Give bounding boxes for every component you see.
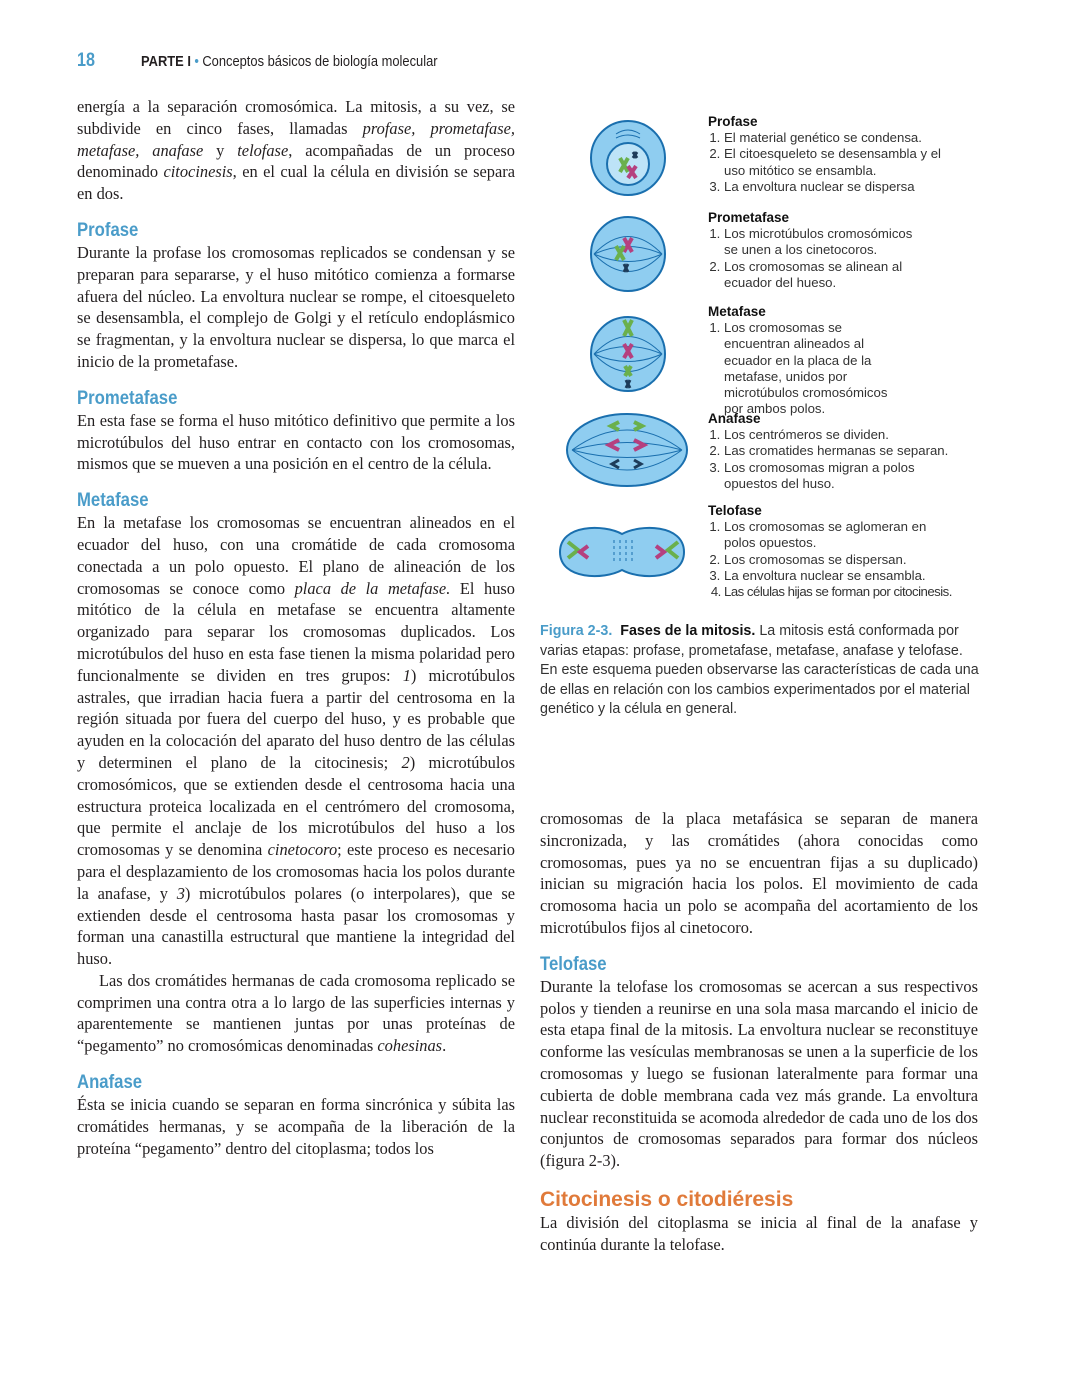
text-run: Durante la telofase los cromosomas se acercan a sus respectivos polos y tienden a reunirse en una sola masa marcando el inicio de esta etapa final de la mitosis. La envoltura nuclear se reconstituye conforme las vesículas membranosas se unen a la superficie de los cromosomas y luego se fusionan lateralmente para formar una cubierta de doble membrana cada vez más grande. La envoltura nuclear reconstituida se acomoda alrededor de cada uno de los dos conjuntos de cromosomas separados para formar dos núcleos (figura 2-3). (540, 976, 978, 1171)
text-run: , acompañadas de un proceso denominado (77, 140, 516, 182)
metafase-paragraph (77, 512, 515, 970)
anafase-heading: Anafase (77, 1072, 143, 1094)
italic-text: cinetocoro (267, 840, 338, 860)
italic-text: 2 (401, 752, 410, 772)
text-run: ) microtúbulos cromosómicos, que se extienden desde el centrosoma hacia una estructura proteica localizada en el centrómero del cromosoma, que permite el anclaje de los microtúbulos del huso a los cromosomas y se denomina (77, 752, 516, 860)
part-label: PARTE I (141, 53, 191, 70)
text-run: ) microtúbulos polares (o interpolares), que se extienden desde el centrosoma hasta pasar los cromosomas y forman una canastilla estructural que mantiene la integridad del huso. (77, 883, 515, 969)
bullet-separator: • (194, 53, 199, 70)
phase-desc-metafase: Metafase 1. Los cromosomas se encuentran alineados al ecuador en la placa de la metafase, unidos por microtúbulos cromosómicos por ambos polos. (708, 304, 908, 417)
telofase-paragraph (540, 976, 978, 1172)
profase-cell-image (588, 118, 668, 198)
text-run: Ésta se inicia cuando se separan en forma sincrónica y súbita las cromátides hermanas, y se acompaña de la liberación de la proteína “pegamento” dentro del citoplasma; todos los (77, 1095, 515, 1158)
text-run: cromosomas de la placa metafásica se separan de manera sincronizada, y las cromátides (ahora conocidas como cromosomas, pues ya no se encuentran fijas a su duplicado) inician su migración hacia los polos. El movimiento de cada cromosoma hacia un polo se acompaña del acortamiento de los microtúbulos fijos al cinetocoro. (540, 809, 978, 937)
prometafase-cell-image (588, 214, 668, 294)
text-run: . (442, 1036, 447, 1056)
phase-desc-telofase: Telofase 1. Los cromosomas se aglomeran en polos opuestos. 2. Los cromosomas se dispersan. 3. La envoltura nuclear se ensambla. 4. Las células hijas se forman por citocinesis. (708, 503, 978, 600)
text-run: ; este proceso es necesario para el desplazamiento de los cromosomas hacia los polos durante la anafase, y (77, 840, 515, 903)
prometafase-heading: Prometafase (77, 387, 178, 409)
text-run: energía a la separación cromosómica. La mitosis, a su vez, se subdivide en cinco fases, llamadas (77, 97, 515, 138)
text-run: La división del citoplasma se inicia al final de la anafase y continúa durante la telofase. (540, 1212, 978, 1254)
text-run: y (203, 140, 238, 160)
text-run: Durante la profase los cromosomas replicados se condensan y se preparan para separarse, y el huso mitótico comienza a formarse afuera del núcleo. La envoltura nuclear se rompe, el citoesqueleto se desensambla, el complejo de Golgi y el retículo endoplásmico se fragmentan, y la envoltura nuclear se dispersa, lo que marca el inicio de la prometafase. (77, 242, 515, 371)
figure-label: Figura 2-3. (540, 623, 613, 639)
figure-caption-text: La mitosis está conformada por varias etapas: profase, prometafase, metafase, anafase y telofase. En este esquema pueden observarse las características de cada una de ellas en relación con los cambios experimentados por el material genético y la célula en general. (540, 623, 979, 718)
prometafase-paragraph (77, 410, 515, 475)
italic-text: 3 (176, 883, 185, 903)
anafase-cell-image (564, 410, 690, 490)
telofase-heading: Telofase (540, 953, 607, 975)
text-run: ) microtúbulos astrales, que irradian hacia fuera a partir del centrosoma en la región situada por fuera del cuerpo del huso, y es probable que ayuden en la colocación del aparato del huso dentro de las células y determinen el plano de la citocinesis; (77, 665, 515, 772)
intro-paragraph (77, 96, 515, 205)
text-run: En esta fase se forma el huso mitótico definitivo que permite a los microtúbulos del huso entrar en contacto con los cromosomas, mismos que se mueven a una posición en el centro de la célula. (77, 410, 515, 474)
citocinesis-paragraph (540, 1212, 978, 1256)
metafase-cell-image (588, 314, 668, 394)
metafase-paragraph-2 (77, 970, 515, 1057)
figure-title: Fases de la mitosis. (620, 623, 756, 639)
right-column (540, 808, 978, 1256)
page-number: 18 (77, 50, 95, 71)
text-run: Las dos cromátides hermanas de cada cromosoma replicado se comprimen una contra otra a lo largo de las superficies internas y aparentemente se mantienen juntas por unas proteínas de “pegamento” no cromosómicas denominadas (77, 970, 515, 1056)
mitosis-figure (540, 110, 980, 610)
italic-text: profase, prometafase, metafase, anafase (77, 118, 516, 160)
text-run: , en el cual la célula en división se separa en dos. (77, 162, 516, 204)
phase-desc-profase: Profase 1. El material genético se condensa. 2. El citoesqueleto se desensambla y el uso mitótico se ensambla. 3. La envoltura nuclear se dispersa (708, 114, 944, 195)
profase-paragraph (77, 242, 515, 373)
telofase-cell-image (554, 520, 690, 584)
text-run: El huso mitótico de la célula en metafase se encuentra altamente organizado para separar los cromosomas duplicados. Los microtúbulos del huso en esta fase tienen la misma polaridad pero funcionalmente se dividen en tres grupos: (77, 578, 515, 685)
figure-caption (540, 622, 980, 720)
profase-heading: Profase (77, 219, 139, 241)
left-column (77, 96, 515, 1159)
text-run: En la metafase los cromosomas se encuentran alineados en el ecuador del huso, con una cromátide de cada cromosoma conectada a un polo opuesto. El plano de alineación de los cromosomas se conoce como (77, 513, 515, 598)
citocinesis-heading: Citocinesis o citodiéresis (540, 1187, 794, 1211)
italic-text: placa de la metafase. (294, 578, 451, 598)
italic-text: 1 (402, 665, 411, 685)
anafase-continued-paragraph (540, 808, 978, 939)
metafase-heading: Metafase (77, 490, 149, 512)
italic-text: cohesinas (377, 1036, 443, 1056)
chapter-title: Conceptos básicos de biología molecular (202, 53, 438, 70)
italic-text: telofase (237, 140, 289, 160)
italic-text: citocinesis (163, 162, 233, 182)
phase-desc-anafase: Anafase 1. Los centrómeros se dividen. 2. Las cromatides hermanas se separan. 3. Los cromosomas migran a polos opuestos del huso. (708, 411, 978, 492)
anafase-paragraph (77, 1094, 515, 1159)
phase-desc-prometafase: Prometafase 1. Los microtúbulos cromosómicos se unen a los cinetocoros. 2. Los cromosomas se alinean al ecuador del hueso. (708, 210, 918, 291)
